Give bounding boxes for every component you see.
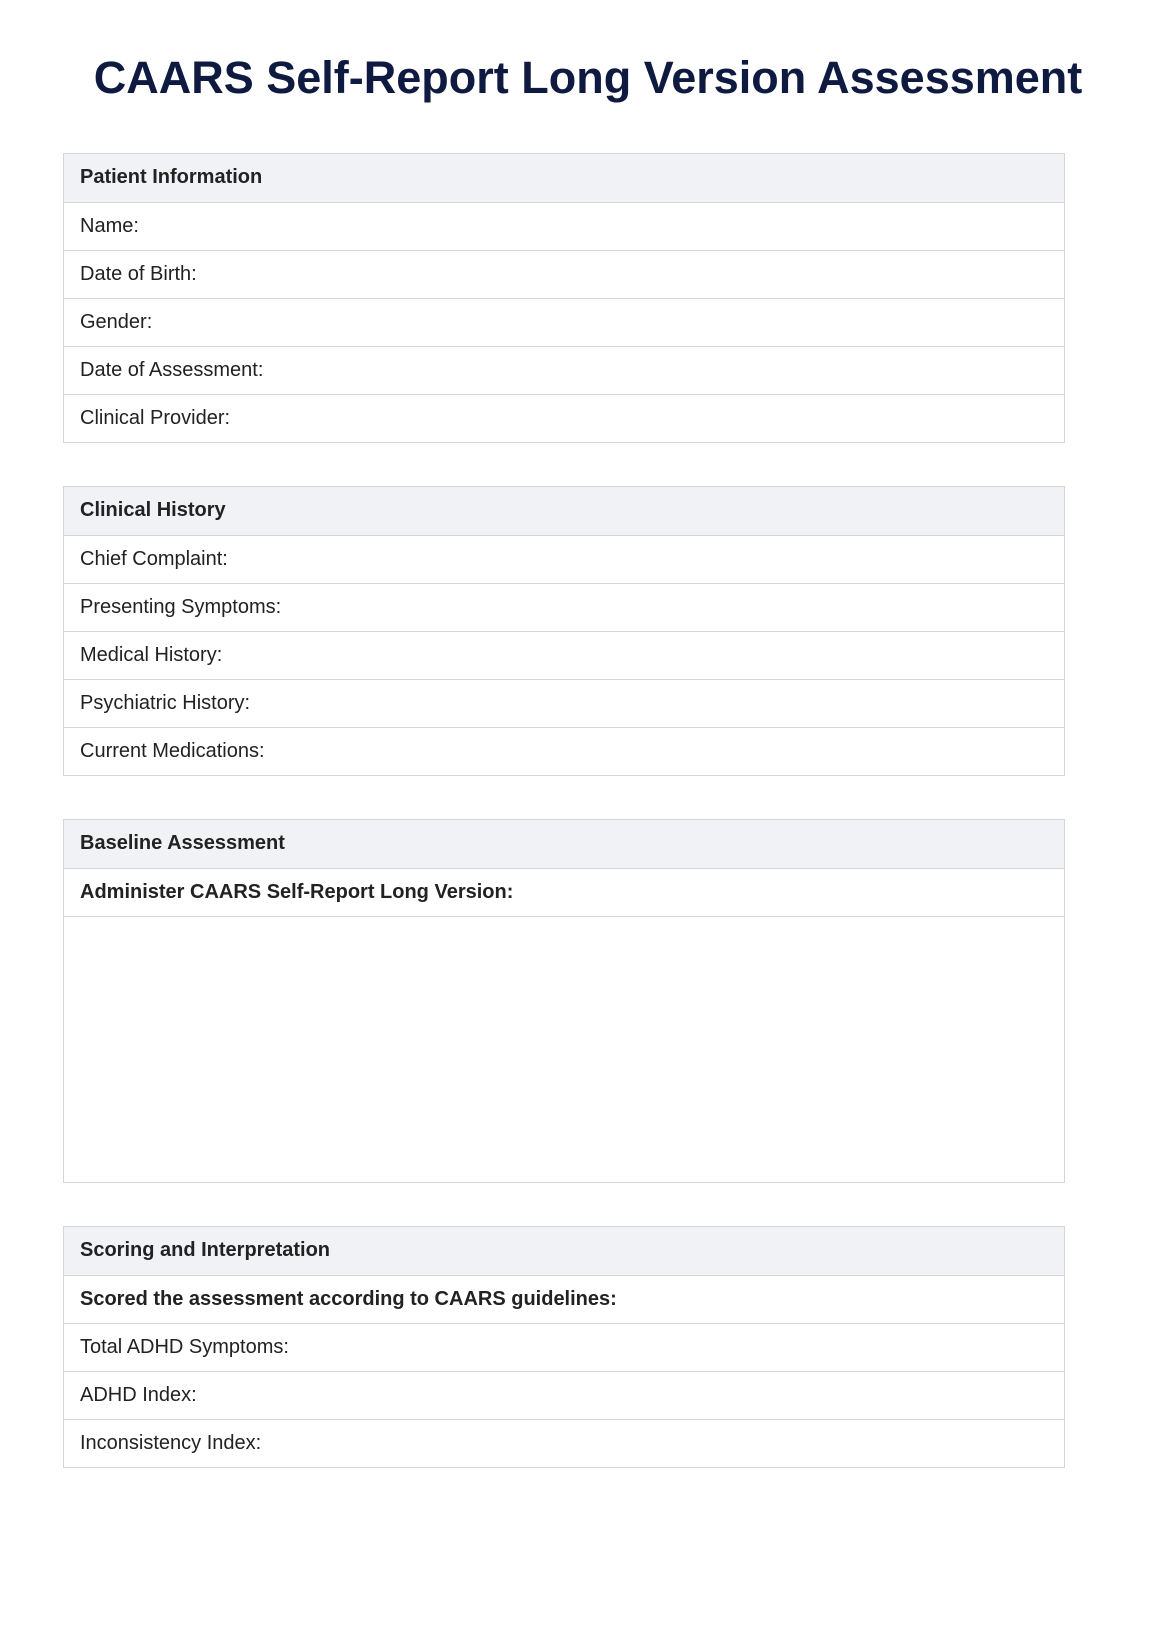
field-total-adhd-symptoms[interactable]: Total ADHD Symptoms:: [64, 1323, 1064, 1371]
field-psychiatric-history[interactable]: Psychiatric History:: [64, 679, 1064, 727]
baseline-assessment-table: [63, 819, 1065, 1183]
patient-information-table: [63, 153, 1065, 443]
section-heading: Scoring and Interpretation: [64, 1227, 1064, 1275]
field-date-of-assessment[interactable]: Date of Assessment:: [64, 346, 1064, 394]
baseline-subheading: Administer CAARS Self-Report Long Version:: [64, 868, 1064, 916]
field-current-medications[interactable]: Current Medications:: [64, 727, 1064, 775]
field-date-of-birth[interactable]: Date of Birth:: [64, 250, 1064, 298]
field-chief-complaint[interactable]: Chief Complaint:: [64, 535, 1064, 583]
clinical-history-table: [63, 486, 1065, 776]
scoring-table: [63, 1226, 1065, 1468]
field-inconsistency-index[interactable]: Inconsistency Index:: [64, 1419, 1064, 1467]
field-gender[interactable]: Gender:: [64, 298, 1064, 346]
section-heading: Clinical History: [64, 487, 1064, 535]
scoring-subheading: Scored the assessment according to CAARS guidelines:: [64, 1275, 1064, 1323]
field-name[interactable]: Name:: [64, 202, 1064, 250]
field-medical-history[interactable]: Medical History:: [64, 631, 1064, 679]
field-presenting-symptoms[interactable]: Presenting Symptoms:: [64, 583, 1064, 631]
section-heading: Patient Information: [64, 154, 1064, 202]
field-clinical-provider[interactable]: Clinical Provider:: [64, 394, 1064, 442]
field-adhd-index[interactable]: ADHD Index:: [64, 1371, 1064, 1419]
page-title: CAARS Self-Report Long Version Assessment: [93, 52, 1083, 103]
baseline-response-area[interactable]: [64, 916, 1064, 1182]
section-heading: Baseline Assessment: [64, 820, 1064, 868]
